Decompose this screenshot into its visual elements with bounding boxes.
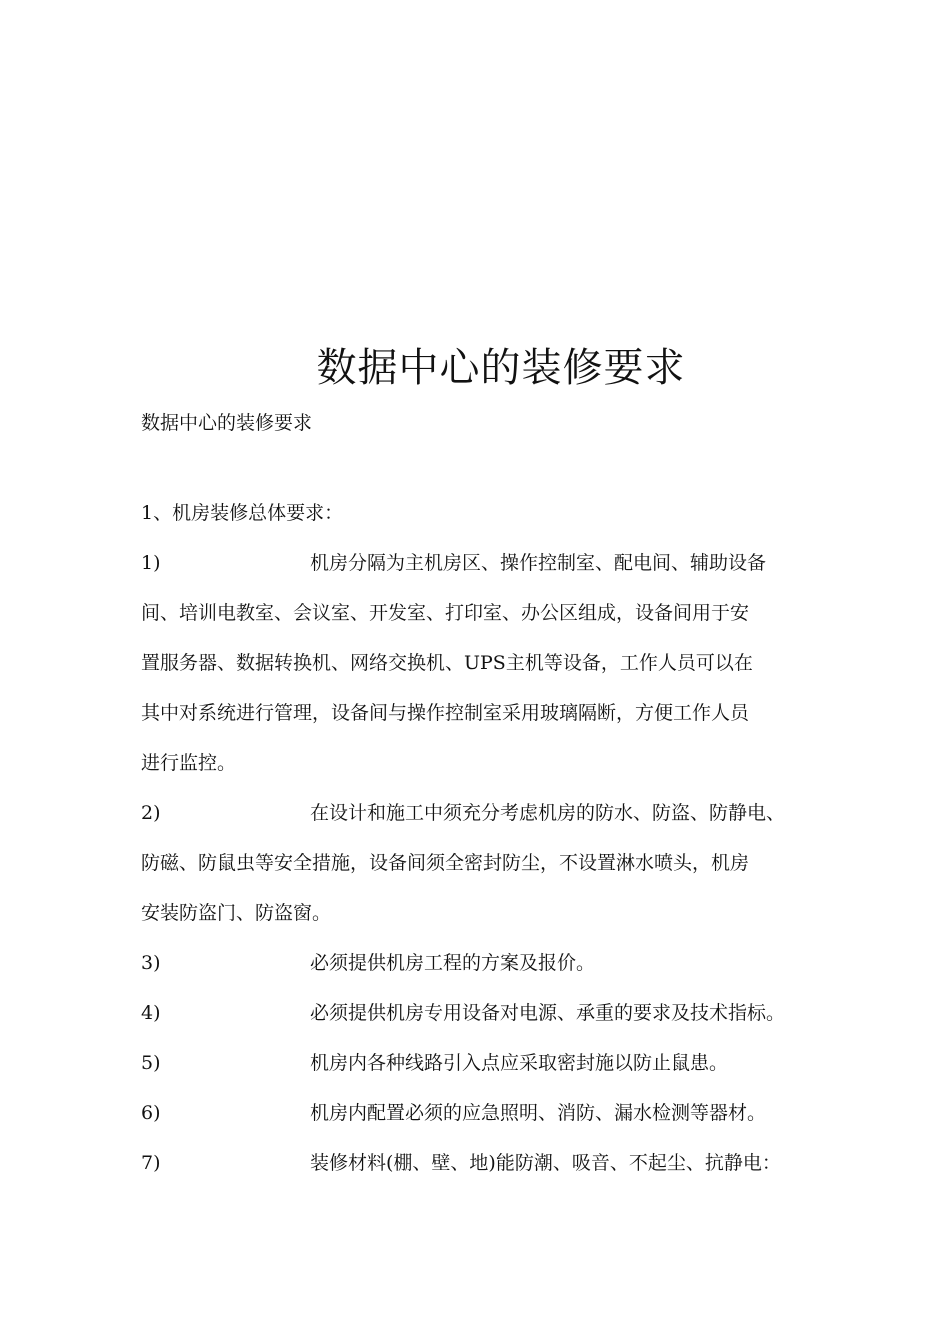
- list-item-text: 在设计和施工中须充分考虑机房的防水、防盗、防静电、: [310, 802, 786, 824]
- document-body: [141, 488, 861, 1188]
- list-item-number: 2): [141, 802, 161, 824]
- list-item-text: 装修材料(棚、壁、地)能防潮、吸音、不起尘、抗静电：: [310, 1152, 781, 1174]
- list-item-1-line-4: 其中对系统进行管理，设备间与操作控制室采用玻璃隔断，方便工作人员: [141, 702, 750, 724]
- list-item-text: 必须提供机房专用设备对电源、承重的要求及技术指标。: [310, 1002, 786, 1024]
- list-item-number: 6): [141, 1102, 161, 1124]
- list-item-number: 3): [141, 952, 161, 974]
- list-item-3: [141, 938, 861, 988]
- list-item-1-line-5: 进行监控。: [141, 752, 237, 774]
- list-item-number: 4): [141, 1002, 161, 1024]
- list-item-text: 机房分隔为主机房区、操作控制室、配电间、辅助设备: [310, 552, 767, 574]
- list-item-6: [141, 1088, 861, 1138]
- list-item-2-line-3: 安装防盗门、防盗窗。: [141, 902, 332, 924]
- list-item-5: [141, 1038, 861, 1088]
- section-heading: 1、机房装修总体要求：: [141, 502, 344, 524]
- list-item-1-line-2: 间、培训电教室、会议室、开发室、打印室、办公区组成，设备间用于安: [141, 602, 750, 624]
- list-item-1-line-3: 置服务器、数据转换机、网络交换机、UPS主机等设备，工作人员可以在: [141, 652, 753, 674]
- list-item-text: 机房内配置必须的应急照明、消防、漏水检测等器材。: [310, 1102, 767, 1124]
- list-item-text: 必须提供机房工程的方案及报价。: [310, 952, 596, 974]
- list-item-2-line-2: 防磁、防鼠虫等安全措施，设备间须全密封防尘，不设置淋水喷头，机房: [141, 852, 750, 874]
- list-item-number: 1): [141, 552, 161, 574]
- list-item-text: 机房内各种线路引入点应采取密封施以防止鼠患。: [310, 1052, 729, 1074]
- list-item-7: [141, 1138, 861, 1188]
- list-item-4: [141, 988, 861, 1038]
- list-item-1-line-1: [141, 538, 861, 588]
- document-subtitle: 数据中心的装修要求: [141, 412, 313, 434]
- list-item-number: 7): [141, 1152, 161, 1174]
- list-item-number: 5): [141, 1052, 161, 1074]
- list-item-2-line-1: [141, 788, 861, 838]
- document-title: 数据中心的装修要求: [316, 345, 686, 391]
